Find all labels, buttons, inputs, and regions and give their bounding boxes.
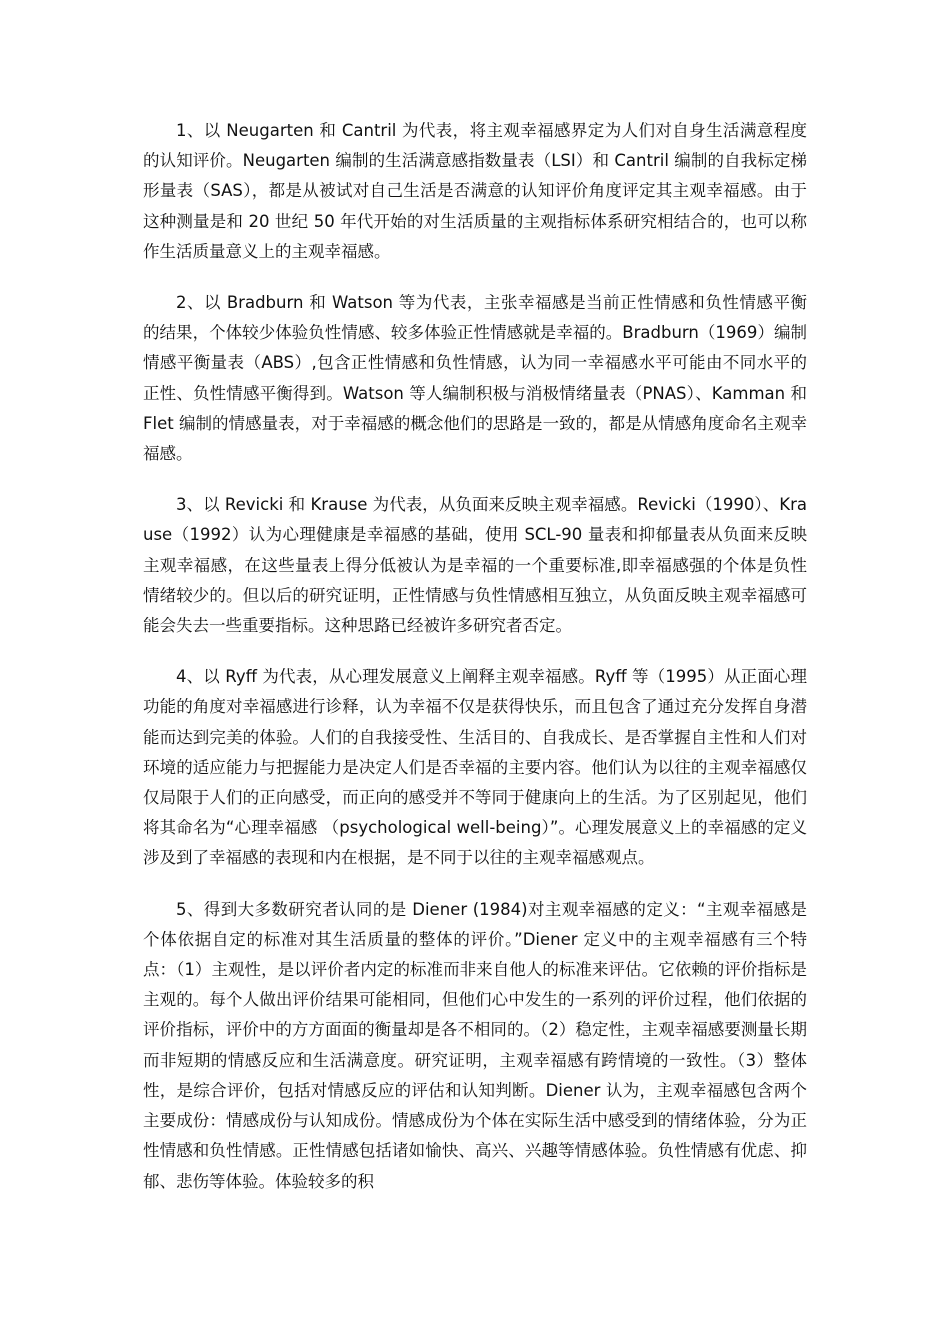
paragraph-3: 3、以 Revicki 和 Krause 为代表，从负面来反映主观幸福感。Revicki（1990）、Krause（1992）认为心理健康是幸福感的基础，使用 SCL-90 量表和抑郁量表从负面来反映主观幸福感，在这些量表上得分低被认为是幸福的一个重要标准,即幸福感强的个体是负性情绪较少的。但以后的研究证明，正性情感与负性情感相互独立，从负面反映主观幸福感可能会失去一些重要指标。这种思路已经被许多研究者否定。: [143, 495, 807, 636]
paragraph-2: 2、以 Bradburn 和 Watson 等为代表，主张幸福感是当前正性情感和负性情感平衡的结果，个体较少体验负性情感、较多体验正性情感就是幸福的。Bradburn（1969）编制情感平衡量表（ABS）,包含正性情感和负性情感，认为同一幸福感水平可能由不同水平的正性、负性情感平衡得到。Watson 等人编制积极与消极情绪量表（PNAS）、Kamman 和 Flet 编制的情感量表，对于幸福感的概念他们的思路是一致的，都是从情感角度命名主观幸福感。: [143, 293, 807, 464]
paragraph-4: 4、以 Ryff 为代表，从心理发展意义上阐释主观幸福感。Ryff 等（1995）从正面心理功能的角度对幸福感进行诊释，认为幸福不仅是获得快乐，而且包含了通过充分发挥自身潜能而达到完美的体验。人们的自我接受性、生活目的、自我成长、是否掌握自主性和人们对环境的适应能力与把握能力是决定人们是否幸福的主要内容。他们认为以往的主观幸福感仅仅局限于人们的正向感受，而正向的感受并不等同于健康向上的生活。为了区别起见，他们将其命名为“心理幸福感 （psychological well-being）”。心理发展意义上的幸福感的定义涉及到了幸福感的表现和内在根据，是不同于以往的主观幸福感观点。: [143, 667, 807, 868]
document-body: [143, 116, 807, 1197]
paragraph-5: 5、得到大多数研究者认同的是 Diener (1984)对主观幸福感的定义：“主观幸福感是个体依据自定的标准对其生活质量的整体的评价。”Diener 定义中的主观幸福感有三个特点：（1）主观性，是以评价者内定的标准而非来自他人的标准来评估。它依赖的评价指标是主观的。每个人做出评价结果可能相同，但他们心中发生的一系列的评价过程，他们依据的评价指标，评价中的方方面面的衡量却是各不相同的。（2）稳定性，主观幸福感要测量长期而非短期的情感反应和生活满意度。研究证明，主观幸福感有跨情境的一致性。（3）整体性，是综合评价，包括对情感反应的评估和认知判断。Diener 认为，主观幸福感包含两个主要成份：情感成份与认知成份。情感成份为个体在实际生活中感受到的情绪体验，分为正性情感和负性情感。正性情感包括诸如愉快、高兴、兴趣等情感体验。负性情感有优虑、抑郁、悲伤等体验。体验较多的积: [143, 899, 807, 1191]
paragraph-1: 1、以 Neugarten 和 Cantril 为代表，将主观幸福感界定为人们对自身生活满意程度的认知评价。Neugarten 编制的生活满意感指数量表（LSI）和 Cantril 编制的自我标定梯形量表（SAS），都是从被试对自己生活是否满意的认知评价角度评定其主观幸福感。由于这种测量是和 20 世纪 50 年代开始的对生活质量的主观指标体系研究相结合的，也可以称作生活质量意义上的主观幸福感。: [143, 121, 807, 261]
